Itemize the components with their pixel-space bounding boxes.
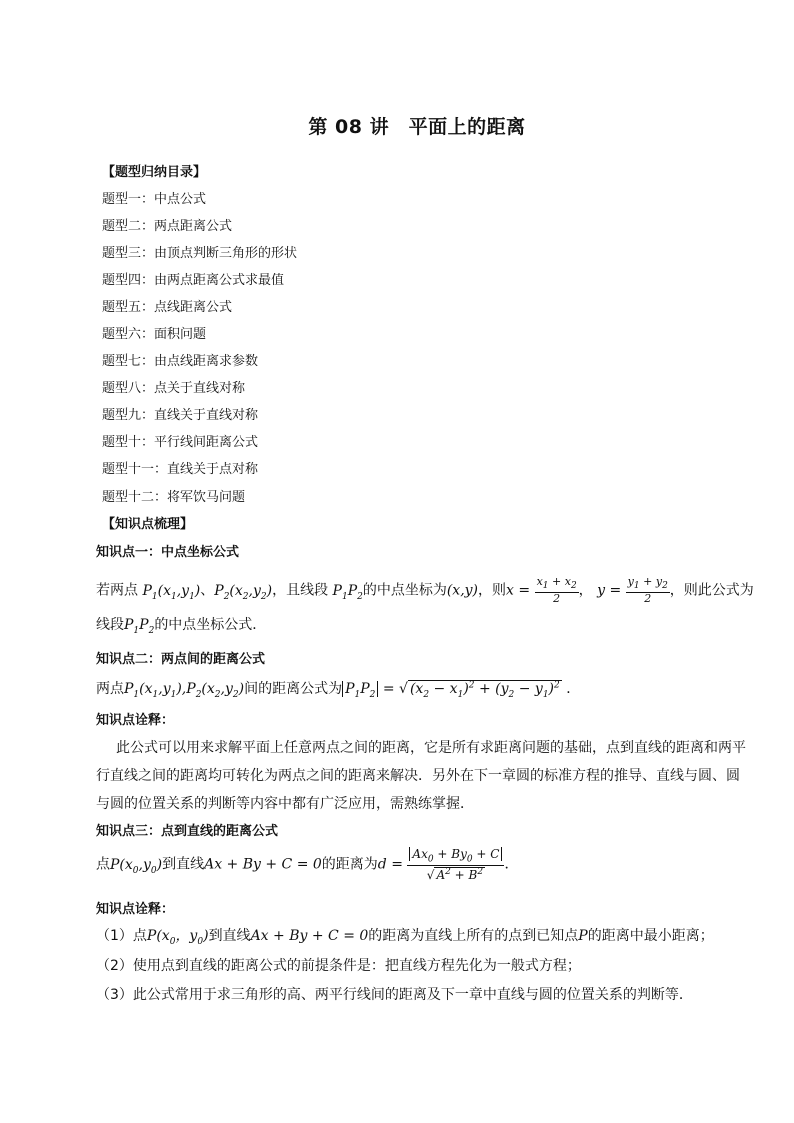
kp2-note-line: 此公式可以用来求解平面上任意两点之间的距离，它是所有求距离问题的基础，点到直线的距离和两平 <box>116 740 746 756</box>
kp1-formula-line: 若两点 $P_1(x_1,y_1)$、$P_2(x_2,y_2)$，且线段 $P_1P_2$的中点坐标为(x,y)，则x = $\frac{x_1 + x_2}{2}$ ， y = $\frac{y_1 + y_2}{2}$ ，则此公式为 <box>96 575 754 606</box>
toc-item: 题型十二：将军饮马问题 <box>102 490 246 505</box>
kp2-note-line: 行直线之间的距离均可转化为两点之间的距离来解决．另外在下一章圆的标准方程的推导、直线与圆、圆 <box>96 768 740 784</box>
toc-item: 题型九：直线关于直线对称 <box>102 408 259 423</box>
kp1-heading: 知识点一：中点坐标公式 <box>96 545 240 560</box>
kp2-note-line: 与圆的位置关系的判断等内容中都有广泛应用，需熟练掌握． <box>96 796 474 812</box>
point-line-distance-fraction: $\frac{Ax_0 + By_0 + C}{√ A^2 + B^2}$ <box>407 848 504 881</box>
toc-item: 题型十：平行线间距离公式 <box>102 435 259 450</box>
kp2-note-heading: 知识点诠释： <box>96 713 175 728</box>
page-title: 第 08 讲 平面上的距离 <box>308 116 526 138</box>
kp3-formula-line: 点$P(x_0,y_0)$到直线Ax + By + C = 0的距离为d = $\frac{Ax_0 + By_0 + C}{√ A^2 + B^2}$ ． <box>96 847 519 883</box>
toc-item: 题型五：点线距离公式 <box>102 300 233 315</box>
toc-item: 题型十一：直线关于点对称 <box>102 462 259 477</box>
kp3-note-item2: （2）使用点到直线的距离公式的前提条件是：把直线方程先化为一般式方程； <box>96 958 581 974</box>
midpoint-y-fraction: $\frac{y_1 + y_2}{2}$ <box>627 575 668 606</box>
kp3-note-item3: （3）此公式常用于求三角形的高、两平行线间的距离及下一章中直线与圆的位置关系的判断等． <box>96 987 693 1003</box>
toc-item: 题型二：两点距离公式 <box>102 219 233 234</box>
midpoint-x-fraction: $\frac{x_1 + x_2}{2}$ <box>536 575 577 606</box>
distance-abs: $P_1P_2$ <box>342 681 378 697</box>
distance-sqrt: $(x_2 - x_1)^2 + (y_2 - y_1)^2$ <box>409 680 560 700</box>
toc-item: 题型八：点关于直线对称 <box>102 381 246 396</box>
toc-item: 题型四：由两点距离公式求最值 <box>102 273 285 288</box>
kp2-heading: 知识点二：两点间的距离公式 <box>96 652 266 667</box>
kp3-note-item1: （1）点$P(x_0$，$y_0$)到直线Ax + By + C = 0的距离为直线上所有的点到已知点P的距离中最小距离； <box>96 928 714 947</box>
kp3-heading: 知识点三：点到直线的距离公式 <box>96 824 279 839</box>
kp3-note-heading: 知识点诠释： <box>96 902 175 917</box>
kp1-line2: 线段$P_1P_2$的中点坐标公式． <box>96 617 267 636</box>
kp2-formula-line: 两点$P_1(x_1,y_1),P_2(x_2,y_2)$间的距离公式为 $P_1P_2$ = √ $(x_2 - x_1)^2 + (y_2 - y_1)^2$ ． <box>96 680 581 700</box>
toc-item: 题型一：中点公式 <box>102 192 207 207</box>
toc-heading: 【题型归纳目录】 <box>102 165 207 180</box>
knowledge-heading: 【知识点梳理】 <box>102 517 194 532</box>
toc-item: 题型七：由点线距离求参数 <box>102 354 259 369</box>
toc-item: 题型三：由顶点判断三角形的形状 <box>102 246 298 261</box>
point-p2: $P_2(x_2,y_2)$ <box>214 582 273 602</box>
point-p1: $P_1(x_1,y_1)$ <box>142 582 201 602</box>
toc-item: 题型六：面积问题 <box>102 327 207 342</box>
